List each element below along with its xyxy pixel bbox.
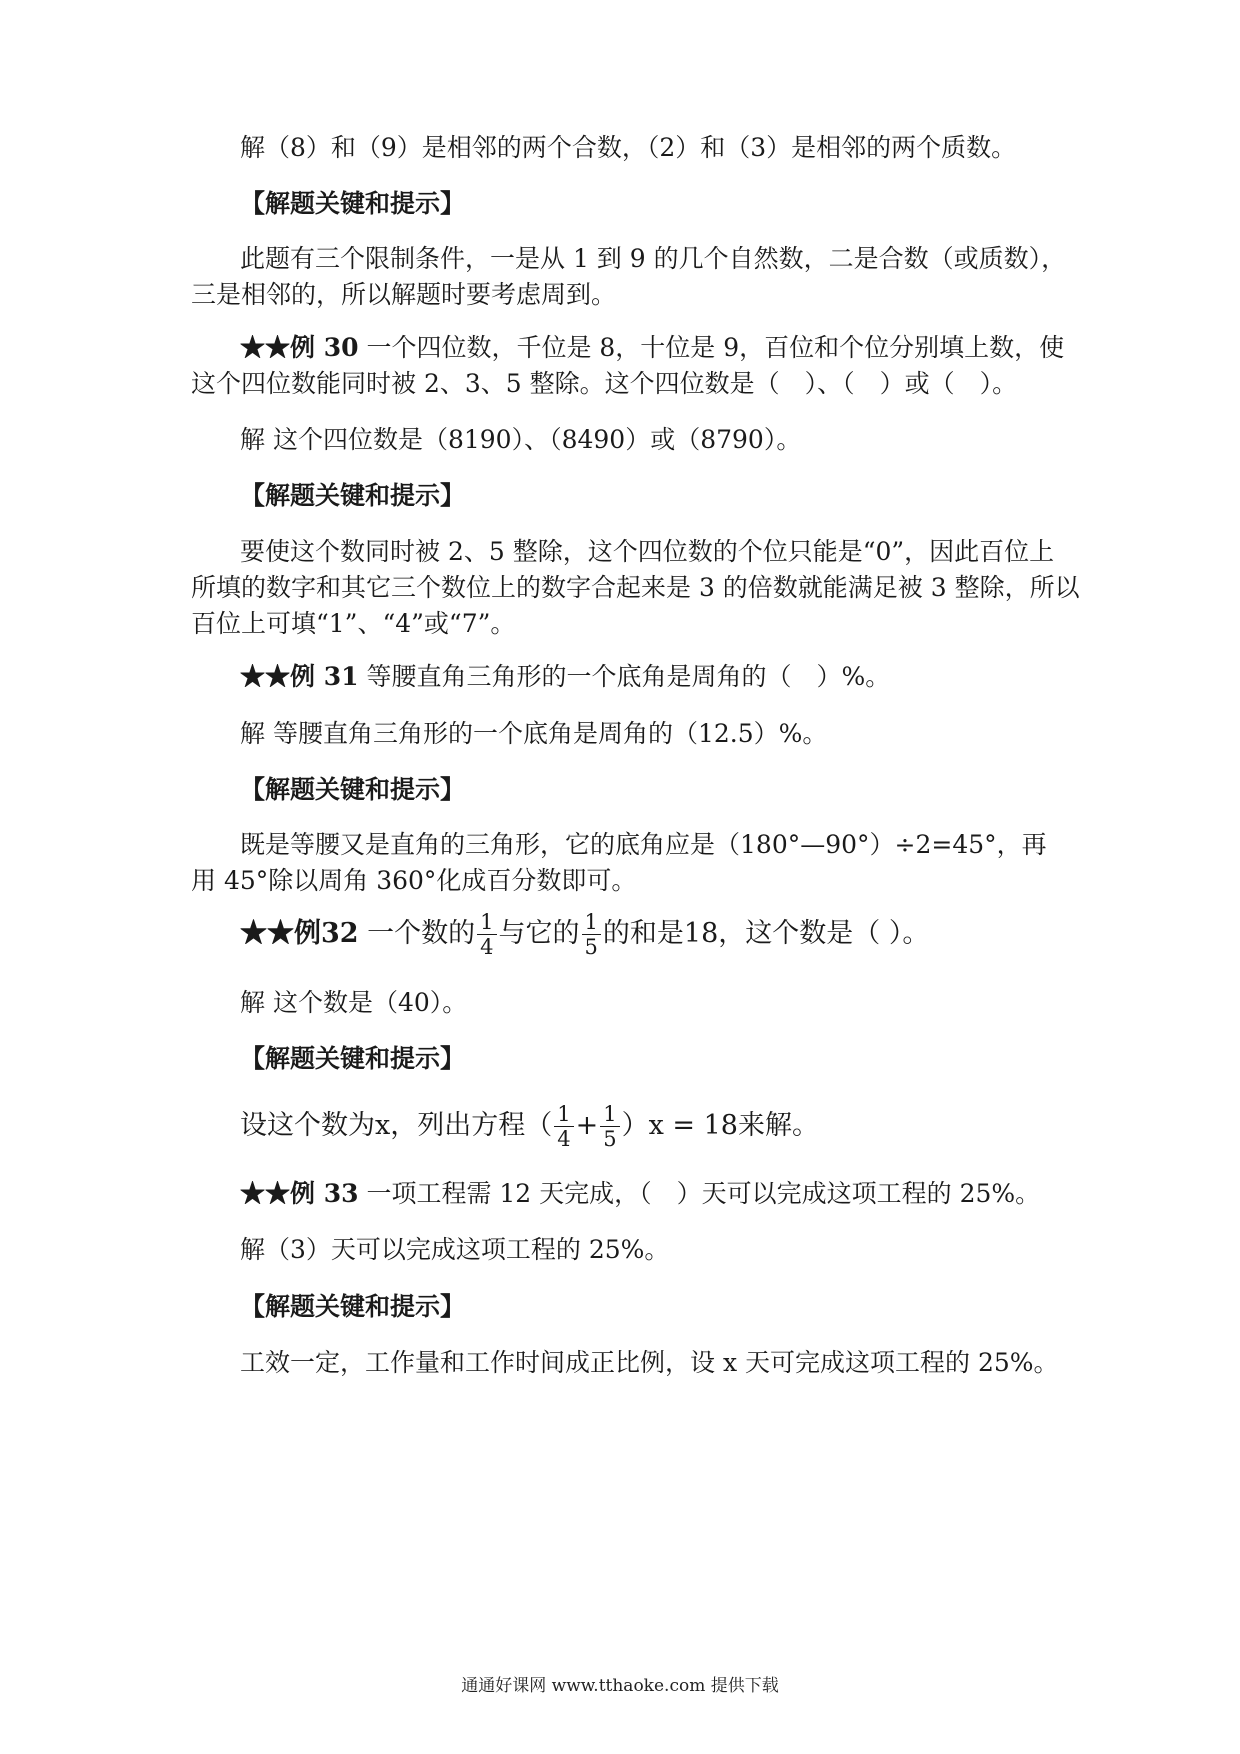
page-footer: 通通好课网 www.tthaoke.com 提供下载	[461, 1676, 779, 1696]
example-31-text: 等腰直角三角形的一个底角是周角的（ ）%。	[358, 662, 891, 691]
example-31-label: ★★例 31	[240, 662, 359, 691]
example-33-line	[240, 1176, 1040, 1212]
hint-text-3a: 既是等腰又是直角的三角形，它的底角应是（180°—90°）÷2=45°，再	[240, 830, 1047, 859]
fraction-numerator: 1	[554, 1102, 573, 1127]
hint-text-2b: 所填的数字和其它三个数位上的数字合起来是 3 的倍数就能满足被 3 整除，所以	[191, 573, 1080, 602]
example-30-line-2: 这个四位数能同时被 2、3、5 整除。这个四位数是（ ）、（ ）或（ ）。	[191, 369, 1018, 398]
example-32-line	[240, 905, 929, 963]
answer-33: 解（3）天可以完成这项工程的 25%。	[240, 1235, 670, 1264]
hint-text-4	[240, 1097, 819, 1155]
example-33-label: ★★例 33	[240, 1179, 359, 1208]
fraction-one-fifth	[600, 1102, 619, 1151]
example-32-text-a: 一个数的	[358, 918, 476, 949]
fraction-numerator: 1	[582, 910, 601, 935]
plus-sign: +	[575, 1110, 599, 1141]
fraction-numerator: 1	[600, 1102, 619, 1127]
example-32-text-c: 的和是18，这个数是（ ）。	[602, 918, 930, 949]
fraction-denominator: 5	[584, 935, 598, 959]
example-33-text: 一项工程需 12 天完成，（ ）天可以完成这项工程的 25%。	[358, 1179, 1041, 1208]
hint-heading-2: 【解题关键和提示】	[240, 481, 466, 510]
hint-text-1a: 此题有三个限制条件，一是从 1 到 9 的几个自然数，二是合数（或质数），	[240, 244, 1067, 273]
hint-text-4a: 设这个数为x，列出方程（	[240, 1110, 553, 1141]
fraction-denominator: 4	[480, 935, 494, 959]
fraction-one-quarter	[554, 1102, 573, 1151]
hint-text-3b: 用 45°除以周角 360°化成百分数即可。	[191, 866, 637, 895]
fraction-denominator: 5	[603, 1127, 617, 1151]
fraction-denominator: 4	[557, 1127, 571, 1151]
answer-30: 解 这个四位数是（8190）、（8490）或（8790）。	[240, 425, 802, 454]
answer-31: 解 等腰直角三角形的一个底角是周角的（12.5）%。	[240, 719, 828, 748]
example-32-label: ★★例32	[240, 918, 359, 949]
hint-heading-1: 【解题关键和提示】	[240, 189, 466, 218]
fraction-one-fifth	[582, 910, 601, 959]
answer-29: 解（8）和（9）是相邻的两个合数，（2）和（3）是相邻的两个质数。	[240, 133, 1017, 162]
example-30-text-a: 一个四位数，千位是 8，十位是 9，百位和个位分别填上数，使	[358, 333, 1065, 362]
answer-32: 解 这个数是（40）。	[240, 988, 468, 1017]
hint-heading-5: 【解题关键和提示】	[240, 1292, 466, 1321]
hint-text-2a: 要使这个数同时被 2、5 整除，这个四位数的个位只能是“0”，因此百位上	[240, 537, 1055, 566]
example-30-label: ★★例 30	[240, 333, 359, 362]
hint-text-1b: 三是相邻的，所以解题时要考虑周到。	[191, 280, 617, 309]
fraction-one-quarter	[477, 910, 496, 959]
hint-text-5: 工效一定，工作量和工作时间成正比例，设 x 天可完成这项工程的 25%。	[240, 1348, 1059, 1377]
example-32-text-b: 与它的	[498, 918, 580, 949]
example-30-line-1	[240, 330, 1064, 366]
hint-text-2c: 百位上可填“1”、“4”或“7”。	[191, 609, 516, 638]
fraction-numerator: 1	[477, 910, 496, 935]
hint-heading-3: 【解题关键和提示】	[240, 775, 466, 804]
hint-text-4b: ）x = 18来解。	[621, 1110, 819, 1141]
hint-heading-4: 【解题关键和提示】	[240, 1044, 466, 1073]
example-31-line	[240, 659, 890, 695]
